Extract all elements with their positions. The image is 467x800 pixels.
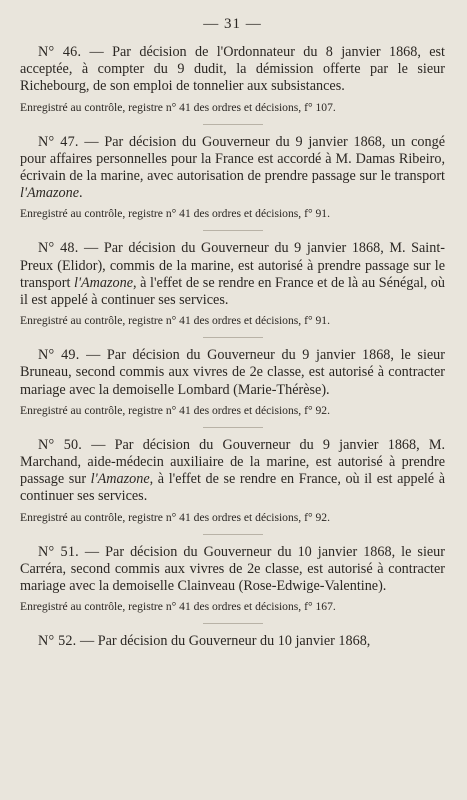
entry-text: Par décision du Gouverneur du 10 janvier 1868, le sieur Carréra, second commis aux vivres de 2e classe, est autorisé à contracter mariage avec la demoiselle Clainveau (Rose-Edwige-Valentine). xyxy=(20,543,446,595)
entry-body xyxy=(20,44,445,96)
ship-name: l'Amazone xyxy=(74,274,134,291)
entry-number: N° 50. xyxy=(38,436,83,453)
entry-number: N° 51. xyxy=(38,543,79,560)
entry-registration: Enregistré au contrôle, registre n° 41 des ordres et décisions, f° 91. xyxy=(20,207,330,221)
entry-body xyxy=(20,633,445,650)
entry-body xyxy=(20,544,445,596)
entry-number: N° 48. xyxy=(38,240,79,257)
entry-divider xyxy=(203,337,263,338)
ship-name: l'Amazone xyxy=(90,471,150,488)
entry-text: Par décision du Gouverneur du 10 janvier 1868, xyxy=(97,633,371,650)
page-number: — 31 — xyxy=(203,16,262,32)
entry-body xyxy=(20,240,445,309)
entry-text: Par décision du Gouverneur du 9 janvier 1868, le sieur Bruneau, second commis aux vivres de 2e classe, est autorisé à contracter mariage avec la demoiselle Lombard (Marie-Thérèse). xyxy=(20,347,445,398)
entry-registration: Enregistré au contrôle, registre n° 41 des ordres et décisions, f° 107. xyxy=(20,100,336,114)
entry-50 xyxy=(20,437,445,525)
entry-registration: Enregistré au contrôle, registre n° 41 des ordres et décisions, f° 91. xyxy=(20,314,330,328)
entry-52 xyxy=(20,633,445,650)
entry-registration: Enregistré au contrôle, registre n° 41 des ordres et décisions, f° 92. xyxy=(20,510,330,524)
entry-dash: — xyxy=(79,347,107,364)
entry-48 xyxy=(20,240,445,328)
ship-name: l'Amazone xyxy=(20,185,79,202)
entry-divider xyxy=(203,427,263,428)
entry-text-after: , à l'effet de se rendre en France et de là au Sénégal, où il est appelé à continuer ses services. xyxy=(20,274,445,309)
entry-text: Par décision de l'Ordonnateur du 8 janvier 1868, est acceptée, à compter du 9 dudit, la démission offerte par le sieur Richebourg, de son emploi de tonnelier aux subsistances. xyxy=(20,44,445,95)
entry-51 xyxy=(20,544,445,615)
entry-registration: Enregistré au contrôle, registre n° 41 des ordres et décisions, f° 92. xyxy=(20,403,330,417)
entry-body xyxy=(20,134,445,203)
entry-registration: Enregistré au contrôle, registre n° 41 des ordres et décisions, f° 167. xyxy=(20,600,336,614)
entry-text: Par décision du Gouverneur du 9 janvier 1868, M. Marchand, aide-médecin auxiliaire de la marine, est autorisé à prendre passage sur xyxy=(20,436,445,488)
entry-47 xyxy=(20,134,445,222)
entry-divider xyxy=(203,124,263,125)
entry-body xyxy=(20,347,445,399)
entry-number: N° 46. xyxy=(38,44,82,60)
entry-number: N° 52. xyxy=(38,633,77,650)
entry-text: Par décision du Gouverneur du 9 janvier 1868, un congé pour affaires personnelles pour la France est accordé à M. Damas Ribeiro, écrivain de la marine, avec autorisation de prendre passage sur le transport xyxy=(20,133,446,185)
entry-dash: — xyxy=(76,633,98,650)
entry-divider xyxy=(203,230,263,231)
entry-49 xyxy=(20,347,445,418)
entry-body xyxy=(20,437,445,506)
entry-dash: — xyxy=(78,543,106,560)
entry-46 xyxy=(20,44,445,115)
entry-text-after: . xyxy=(79,185,83,202)
entry-dash: — xyxy=(82,436,115,453)
entry-divider xyxy=(203,534,263,535)
entry-text: Par décision du Gouverneur du 9 janvier 1868, M. Saint-Preux (Elidor), commis de la marine, est autorisé à prendre passage sur le transport xyxy=(20,240,445,291)
entry-dash: — xyxy=(78,240,104,257)
entry-number: N° 49. xyxy=(38,347,80,364)
entry-divider xyxy=(203,623,263,624)
entry-text-after: , à l'effet de se rendre en France, où il est appelé à continuer ses services. xyxy=(20,471,445,505)
entry-dash: — xyxy=(81,44,113,60)
entry-number: N° 47. xyxy=(38,133,79,150)
entry-dash: — xyxy=(78,133,105,150)
